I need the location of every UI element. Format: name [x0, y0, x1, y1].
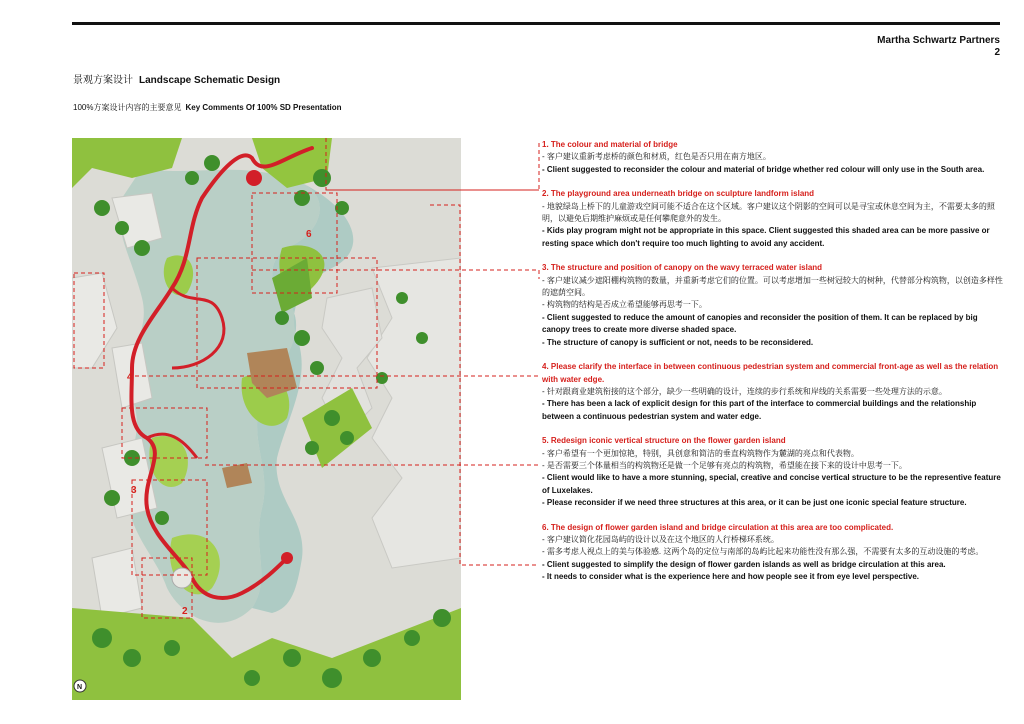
north-arrow-icon — [74, 680, 86, 692]
comment-line-en: - Client suggested to reduce the amount of canopies and reconsider the position of them. It can be replaced by big canopy trees to create more diverse shaded space. — [542, 312, 978, 335]
plan-bridge-node-north — [246, 170, 262, 186]
comment-line-cn: - 是否需要三个体量相当的构筑物还是做一个足够有亮点的构筑物，希望能在接下来的设计中思考一下。 — [542, 460, 907, 470]
comment-line-en: - It needs to consider what is the experience here and how people see it from eye level perspective. — [542, 572, 920, 582]
comment-heading: 6. The design of flower garden island and bridge circulation at this area are too complicated. — [542, 522, 894, 532]
comment-2 — [542, 188, 1004, 250]
site-plan — [72, 138, 461, 700]
comment-line-cn: - 客户建议简化花园岛屿的设计以及在这个地区的人行桥梯环系统。 — [542, 534, 779, 544]
comment-3 — [542, 262, 1004, 349]
comments-list — [542, 139, 1004, 596]
comment-line-en: - Client suggested to simplify the design of flower garden islands as well as bridge circulation at this area. — [542, 559, 946, 569]
plan-bridge-node-south — [281, 552, 293, 564]
comment-line-cn: - 客户希望有一个更加惊艳，特别，具创意和简洁的垂直构筑物作为麓湖的亮点和代表物。 — [542, 448, 859, 458]
comment-line-cn: - 针对跟商业建筑衔接的这个部分，缺少一些明确的设计，连续的步行系统和岸线的关系需要一些处理方法的示意。 — [542, 386, 947, 396]
section-title-cn: 景观方案设计 — [73, 75, 133, 86]
section-title-en: Landscape Schematic Design — [139, 75, 281, 86]
comment-line-en: - Client suggested to reconsider the colour and material of bridge whether red colour will only use in the South area. — [542, 164, 985, 174]
subtitle — [73, 102, 342, 113]
comment-line-cn: - 客户建议重新考虑桥的颜色和材质，红色是否只用在南方地区。 — [542, 152, 771, 162]
comment-heading: 1. The colour and material of bridge — [542, 140, 678, 149]
comment-line-cn: - 需多考虑人视点上的美与体验感. 这两个岛的定位与南部的岛屿比起来功能性没有那么强，不需要有太多的互动设施的考虑。 — [542, 547, 984, 557]
comment-4 — [542, 361, 1004, 423]
subtitle-cn: 100%方案设计内容的主要意见 — [73, 103, 182, 112]
comment-line-cn: - 客户建议减少遮阳棚构筑物的数量，并重新考虑它们的位置。可以考虑增加一些树冠较大的树种，代替部分构筑物，以创造多样性的遮荫空间。 — [542, 275, 1003, 298]
comment-1 — [542, 139, 1004, 176]
comment-heading: 5. Redesign iconic vertical structure on the flower garden island — [542, 436, 786, 446]
comment-heading: 4. Please clarify the interface in between continuous pedestrian system and commercial front-age as well as the relation with water edge. — [542, 362, 999, 384]
page-number: 2 — [994, 47, 1000, 58]
plan-marker-2: 2 — [182, 606, 188, 617]
header-rule — [72, 22, 1000, 25]
svg-text:N: N — [77, 684, 83, 691]
section-title — [73, 71, 280, 86]
comment-line-en: - There has been a lack of explicit design for this part of the interface to commercial buildings and the relationship between a continuous pedestrian system and water edge. — [542, 399, 977, 421]
comment-line-cn: - 地貌绿岛上桥下的儿童游戏空间可能不适合在这个区域。客户建议这个阴影的空间可以是寻宝或休息空间为主，不需要太多的照明，以避免后期维护麻烦或是任何攀爬意外的发生。 — [542, 201, 995, 224]
plan-marker-3: 3 — [131, 485, 137, 496]
plan-iconic-structure — [172, 568, 192, 588]
comment-heading: 3. The structure and position of canopy on the wavy terraced water island — [542, 263, 823, 273]
firm-name: Martha Schwartz Partners — [877, 35, 1000, 46]
comment-line-en: - Please reconsider if we need three structures at this area, or it can be just one iconic special feature structure. — [542, 498, 967, 508]
firm-header — [877, 35, 1000, 59]
comment-line-en: - Client would like to have a more stunning, special, creative and concise vertical structure to be the representive feature of Luxelakes. — [542, 473, 1001, 495]
comment-heading: 2. The playground area underneath bridge on sculpture landform island — [542, 189, 815, 199]
comment-6 — [542, 522, 1004, 584]
subtitle-en: Key Comments Of 100% SD Presentation — [185, 103, 342, 112]
site-plan-drawing — [72, 138, 461, 700]
plan-marker-4: 4 — [127, 372, 133, 383]
comment-line-cn: - 构筑物的结构是否成立希望能够再思考一下。 — [542, 300, 707, 310]
comment-5 — [542, 435, 1004, 509]
plan-marker-6: 6 — [306, 229, 312, 240]
comment-line-en: - Kids play program might not be appropriate in this space. Client suggested this shaded area can be more passive or resting space which don't require too much lighting to avoid any accident. — [542, 226, 990, 248]
comment-line-en: - The structure of canopy is sufficient or not, needs to be reconsidered. — [542, 337, 814, 347]
